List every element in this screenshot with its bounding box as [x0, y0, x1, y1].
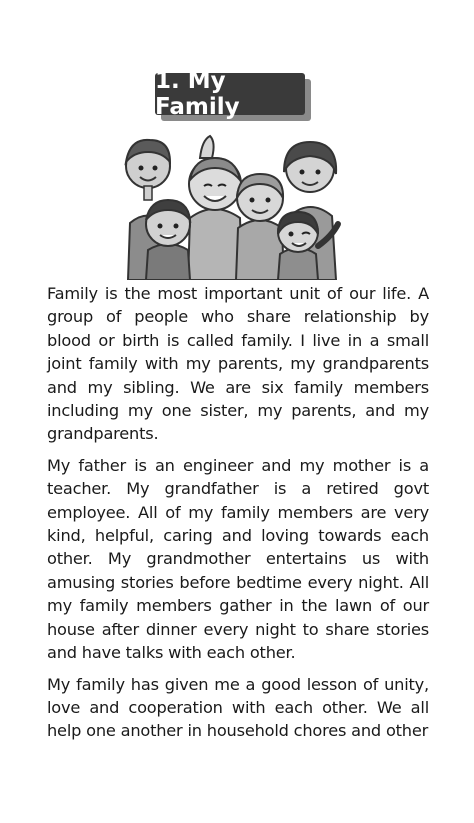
paragraph: My family has given me a good lesson of unity, love and cooperation with each other. We all help one another in household chores and other — [47, 674, 429, 741]
family-member-center — [188, 158, 242, 280]
family-illustration-icon — [118, 128, 348, 280]
essay-body — [47, 282, 429, 751]
raised-hand — [200, 136, 214, 158]
paragraph: My father is an engineer and my mother is a teacher. My grandfather is a retired govt employee. All of my family members are very kind, helpful, caring and loving towards each other. My grandmother entertains us with amusing stories before bedtime every night. All my family members gather in the lawn of our house after dinner every night to share stories and have talks with each other. — [47, 455, 429, 663]
title-banner — [155, 68, 311, 121]
family-member-grandmother — [236, 174, 284, 280]
family-member-front-left — [146, 200, 190, 280]
paragraph: Family is the most important unit of our life. A group of people who share relationship by blood or birth is called family. I live in a small joint family with my parents, my grandparents and my sibling. We are six family members including my one sister, my parents, and my grandparents. — [47, 284, 429, 444]
page-title: 1. My Family — [155, 73, 305, 115]
